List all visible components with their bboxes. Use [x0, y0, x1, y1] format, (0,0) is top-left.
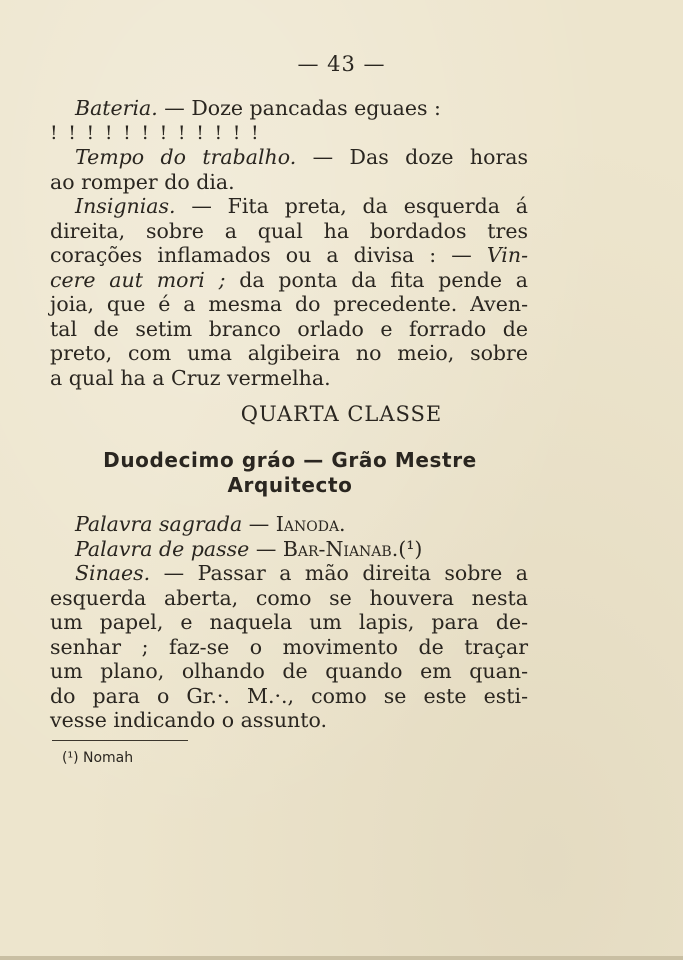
text-line: esquerda aberta, como se houvera nesta [50, 585, 528, 610]
signs-paragraph [50, 512, 528, 733]
text-line: um plano, olhando de quando em quan- [50, 659, 528, 683]
text-line: preto, com uma algibeira no meio, sobre [50, 341, 528, 365]
text-line: joia, que é a mesma do precedente. Aven- [50, 292, 528, 316]
section-title: QUARTA CLASSE [240, 402, 443, 426]
text-line: Tempo do trabalho. — Das doze horas [75, 145, 528, 169]
page-number: — 43 — [297, 52, 386, 76]
text-line: Palavra de passe — Bar-Nianab.(¹) [75, 536, 423, 561]
text-line: direita, sobre a qual ha bordados tres [50, 218, 528, 243]
insignia-paragraph [50, 96, 528, 390]
text-line: Insignias. — Fita preta, da esquerda á [75, 194, 528, 218]
text-line: vesse indicando o assunto. [50, 708, 327, 732]
text-line: ao romper do dia. [50, 169, 235, 194]
text-line: Palavra sagrada — Ianoda. [75, 512, 346, 536]
text-line: a qual ha a Cruz vermelha. [50, 365, 331, 390]
page-bottom-edge [0, 956, 683, 960]
knock-marks: ! ! ! ! ! ! ! ! ! ! ! ! [50, 121, 261, 144]
footnote-ref: (¹) [398, 536, 423, 561]
degree-title-line1: Duodecimo gráo — Grão Mestre [103, 448, 477, 472]
text-line: tal de setim branco orlado e forrado de [50, 316, 528, 341]
text-line: Bateria. — Doze pancadas eguaes : [75, 96, 441, 120]
text-line: corações inflamados ou a divisa : — Vin- [50, 243, 528, 267]
footnote-divider [52, 740, 188, 741]
degree-title [0, 448, 580, 498]
text-line: cere aut mori ; da ponta da fita pende a [50, 267, 528, 292]
footnote: (¹) Nomah [62, 750, 134, 766]
text-line: do para o Gr.·. M.·., como se este esti- [50, 683, 528, 708]
text-line: Sinaes. — Passar a mão direita sobre a [75, 561, 528, 585]
text-line: senhar ; faz-se o movimento de traçar [50, 634, 528, 659]
degree-title-line2: Arquitecto [227, 473, 353, 497]
text-line: um papel, e naquela um lapis, para de- [50, 610, 528, 634]
